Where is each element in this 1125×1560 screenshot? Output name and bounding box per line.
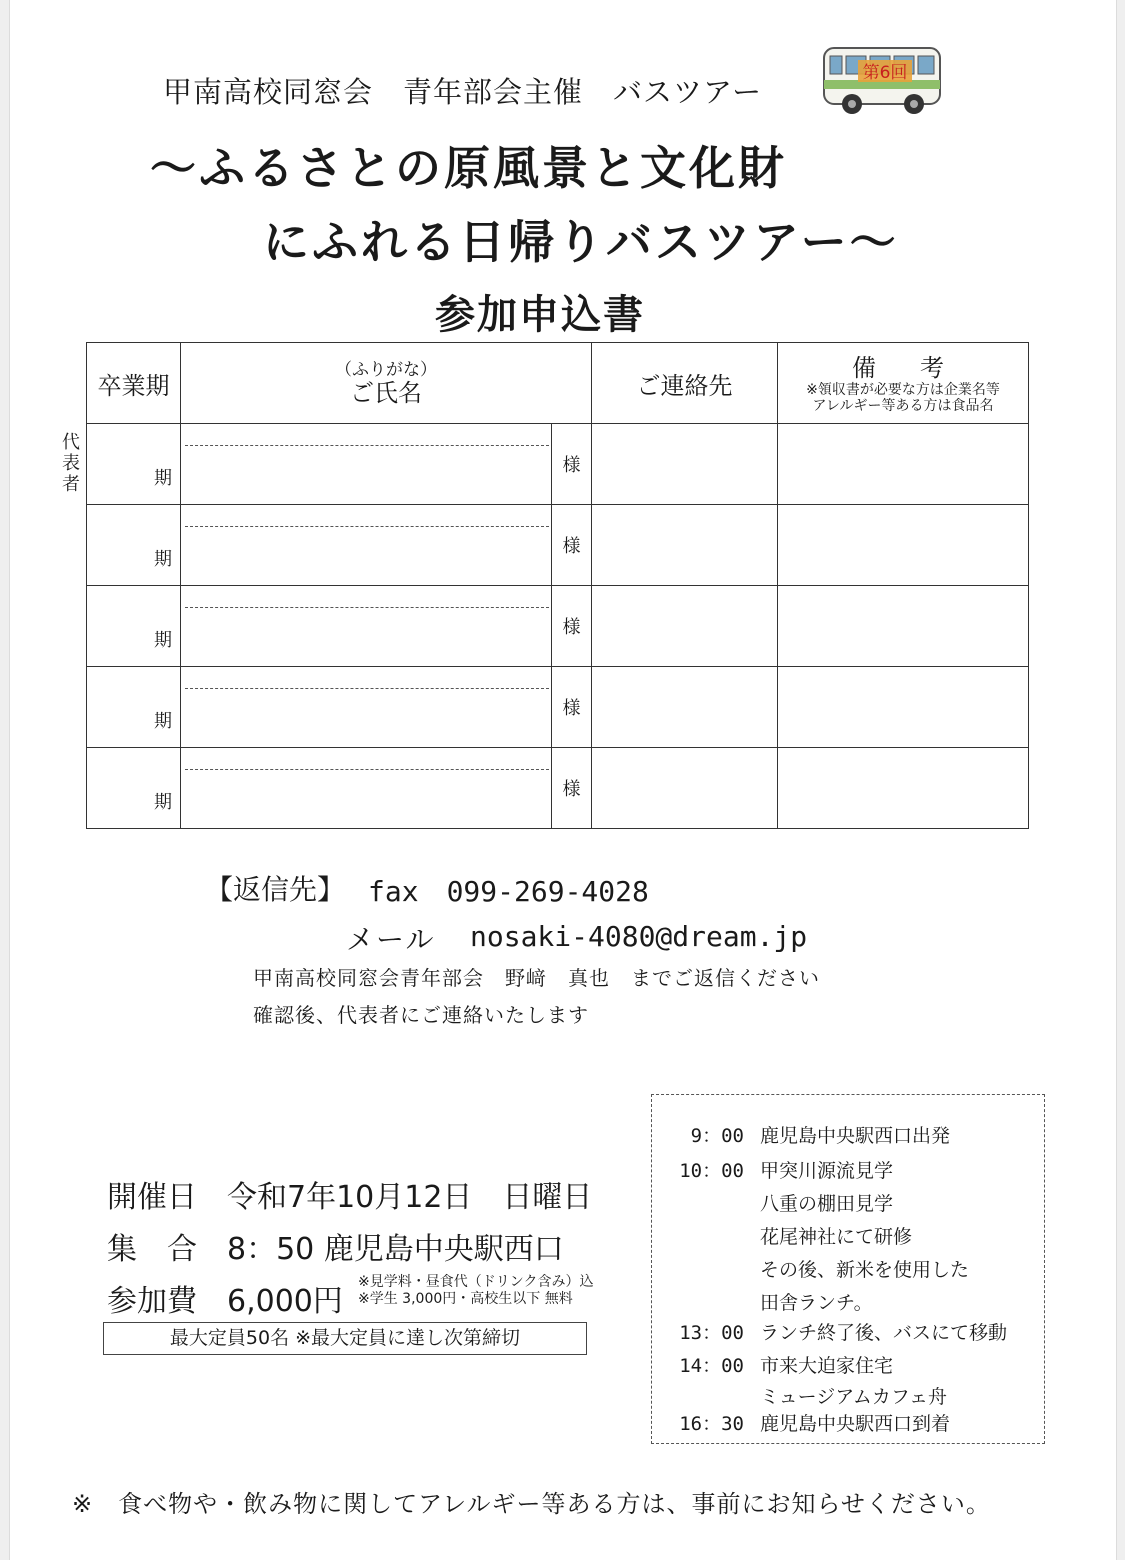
- participation-fee: 参加費 6,000円: [107, 1284, 343, 1319]
- schedule-text: 八重の棚田見学: [760, 1193, 894, 1215]
- furigana-divider: [185, 607, 549, 608]
- ki-label: 期: [154, 630, 172, 651]
- schedule-text: 市来大迫家住宅: [760, 1355, 894, 1377]
- contact-cell[interactable]: [592, 748, 778, 829]
- header-remarks: [778, 343, 1029, 424]
- header-name: [181, 343, 592, 424]
- left-page-edge: [0, 0, 10, 1560]
- schedule-text: 鹿児島中央駅西口出発: [760, 1125, 951, 1147]
- remarks-cell[interactable]: [778, 748, 1029, 829]
- title-line-1: ～ふるさとの原風景と文化財: [150, 141, 787, 195]
- header-graduation-term: 卒業期: [87, 343, 181, 424]
- table-row: [87, 667, 1029, 748]
- schedule-text: ミュージアムカフェ舟: [760, 1386, 947, 1408]
- schedule-time: 14：00: [679, 1355, 744, 1377]
- furigana-divider: [185, 688, 549, 689]
- sama-label: 様: [552, 748, 592, 829]
- contact-cell[interactable]: [592, 586, 778, 667]
- name-cell[interactable]: [181, 505, 552, 586]
- ki-label: 期: [154, 792, 172, 813]
- schedule-text: 花尾神社にて研修: [760, 1226, 913, 1248]
- header-contact: ご連絡先: [592, 343, 778, 424]
- right-page-edge: [1116, 0, 1125, 1560]
- table-row: [87, 748, 1029, 829]
- allergy-footer-note: ※ 食べ物や・飲み物に関してアレルギー等ある方は、事前にお知らせください。: [72, 1490, 991, 1518]
- name-cell[interactable]: [181, 667, 552, 748]
- form-title: 参加申込書: [435, 292, 645, 338]
- graduation-term-cell[interactable]: [87, 505, 181, 586]
- name-cell[interactable]: [181, 748, 552, 829]
- name-cell[interactable]: [181, 424, 552, 505]
- header-remarks-label: 備 考: [852, 354, 954, 382]
- fee-note-1: ※見学料・昼食代（ドリンク含み）込: [358, 1274, 594, 1290]
- remarks-cell[interactable]: [778, 667, 1029, 748]
- table-row: [87, 424, 1029, 505]
- schedule-text: 甲突川源流見学: [760, 1160, 894, 1182]
- organizer-line: 甲南高校同窓会 青年部会主催 バスツアー: [163, 75, 763, 109]
- confirm-line: 確認後、代表者にご連絡いたします: [253, 1003, 589, 1027]
- capacity-box: 最大定員50名 ※最大定員に達し次第締切: [103, 1322, 587, 1355]
- remarks-note-1: ※領収書が必要な方は企業名等: [806, 382, 1000, 398]
- remarks-cell[interactable]: [778, 586, 1029, 667]
- schedule-box: [651, 1094, 1045, 1444]
- contact-cell[interactable]: [592, 667, 778, 748]
- graduation-term-cell[interactable]: [87, 586, 181, 667]
- schedule-text: ランチ終了後、バスにて移動: [760, 1322, 1008, 1344]
- sama-label: 様: [552, 424, 592, 505]
- application-table: [86, 342, 1029, 829]
- reply-fax: fax 099-269-4028: [368, 875, 649, 908]
- header-name-label: ご氏名: [350, 379, 422, 407]
- remarks-note-2: アレルギー等ある方は食品名: [812, 398, 994, 414]
- sama-label: 様: [552, 505, 592, 586]
- table-row: [87, 505, 1029, 586]
- sama-label: 様: [552, 667, 592, 748]
- schedule-time: 10：00: [679, 1160, 744, 1182]
- contact-cell[interactable]: [592, 505, 778, 586]
- furigana-divider: [185, 445, 549, 446]
- header-furigana: （ふりがな）: [335, 360, 437, 380]
- event-date: 開催日 令和7年10月12日 日曜日: [107, 1180, 593, 1215]
- schedule-time: 16：30: [679, 1413, 744, 1435]
- fee-note-2: ※学生 3,000円・高校生以下 無料: [358, 1291, 573, 1307]
- furigana-divider: [185, 526, 549, 527]
- meeting-point: 集 合 8：50 鹿児島中央駅西口: [107, 1232, 564, 1267]
- name-cell[interactable]: [181, 586, 552, 667]
- reply-label: 【返信先】: [205, 873, 346, 906]
- schedule-text: 鹿児島中央駅西口到着: [760, 1413, 951, 1435]
- representative-label: 代表者: [62, 432, 80, 495]
- ki-label: 期: [154, 711, 172, 732]
- graduation-term-cell[interactable]: [87, 424, 181, 505]
- remarks-cell[interactable]: [778, 424, 1029, 505]
- schedule-text: 田舎ランチ。: [760, 1292, 873, 1314]
- contact-cell[interactable]: [592, 424, 778, 505]
- ki-label: 期: [154, 549, 172, 570]
- schedule-time: 13：00: [679, 1322, 744, 1344]
- mail-label: メール: [346, 923, 436, 956]
- ki-label: 期: [154, 468, 172, 489]
- sama-label: 様: [552, 586, 592, 667]
- title-line-2: にふれる日帰りバスツアー～: [263, 215, 899, 269]
- schedule-text: その後、新米を使用した: [760, 1259, 970, 1281]
- graduation-term-cell[interactable]: [87, 667, 181, 748]
- graduation-term-cell[interactable]: [87, 748, 181, 829]
- bus-badge-text: 第6回: [862, 63, 908, 83]
- remarks-cell[interactable]: [778, 505, 1029, 586]
- fee-notes: [358, 1274, 593, 1308]
- furigana-divider: [185, 769, 549, 770]
- table-row: [87, 586, 1029, 667]
- schedule-time: 9：00: [690, 1125, 744, 1147]
- bus-icon: [822, 44, 944, 116]
- mail-address[interactable]: nosaki-4080@dream.jp: [470, 920, 808, 953]
- contact-line: 甲南高校同窓会青年部会 野﨑 真也 までご返信ください: [253, 966, 820, 990]
